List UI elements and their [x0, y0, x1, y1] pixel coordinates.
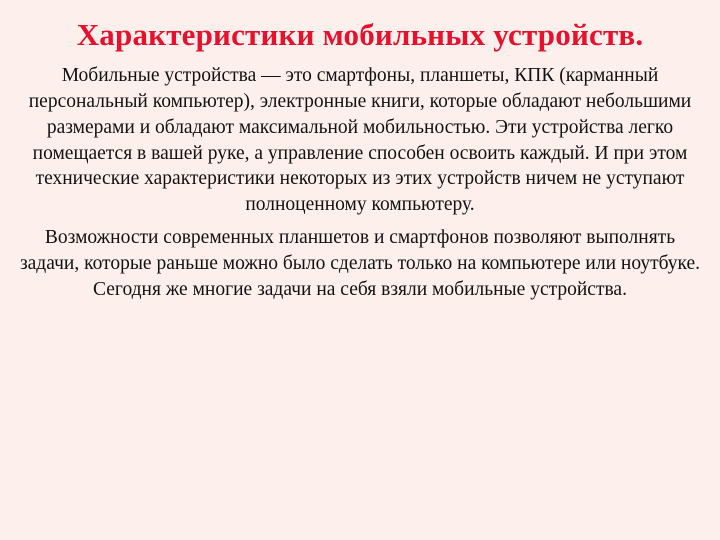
page-title: Характеристики мобильных устройств.	[76, 17, 644, 52]
slide-body	[18, 63, 702, 303]
body-paragraph-1: Мобильные устройства — это смартфоны, планшеты, КПК (карманный персональный компьютер), электронные книги, которые обладают небольшими размерами и обладают максимальной мобильностью. Эти устройства легко помещается в вашей руке, а управление способен освоить каждый. И при этом технические характеристики некоторых из этих устройств ничем не уступают полноценному компьютеру.	[28, 64, 692, 216]
body-paragraph-2: Возможности современных планшетов и смартфонов позволяют выполнять задачи, которые раньше можно было сделать только на компьютере или ноутбуке. Сегодня же многие задачи на себя взяли мобильные устройства.	[19, 227, 701, 301]
